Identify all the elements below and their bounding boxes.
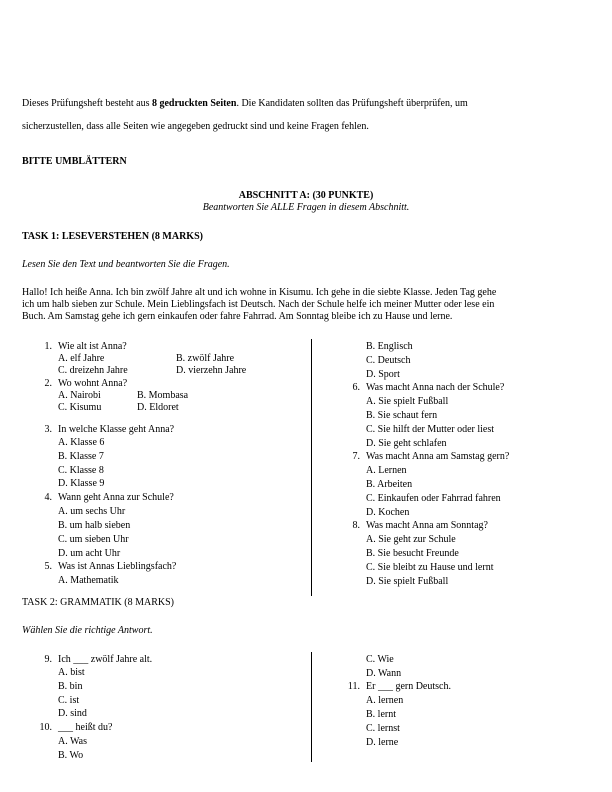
option[interactable]: A. Was: [58, 736, 88, 747]
turn-over-note: BITTE UMBLÄTTERN: [22, 156, 127, 167]
option[interactable]: C. Sie bleibt zu Hause und lernt: [366, 562, 494, 573]
option[interactable]: C. Deutsch: [366, 355, 411, 366]
intro-line2: sicherzustellen, dass alle Seiten wie angegeben gedruckt sind und keine Fragen fehlen.: [22, 121, 369, 132]
option[interactable]: B. Wo: [58, 750, 84, 761]
option[interactable]: D. Klasse 9: [58, 478, 105, 489]
option[interactable]: C. Klasse 8: [58, 465, 104, 476]
option[interactable]: A. Lernen: [366, 465, 407, 476]
option[interactable]: C. lernst: [366, 723, 400, 734]
option[interactable]: D. Sport: [366, 369, 400, 380]
task2-instruction: Wählen Sie die richtige Antwort.: [22, 625, 153, 636]
option[interactable]: D. Eldoret: [137, 402, 179, 413]
option[interactable]: A. Sie spielt Fußball: [366, 396, 449, 407]
question-2: 2. Wo wohnt Anna?: [44, 378, 128, 389]
option[interactable]: C. Einkaufen oder Fahrrad fahren: [366, 493, 501, 504]
question-3: 3. In welche Klasse geht Anna?: [44, 424, 175, 435]
option[interactable]: B. Englisch: [366, 341, 413, 352]
option[interactable]: C. ist: [58, 695, 80, 706]
option[interactable]: D. Sie geht schlafen: [366, 438, 447, 449]
passage-line: Hallo! Ich heiße Anna. Ich bin zwölf Jahre alt und ich wohne in Kisumu. Ich gehe in die siebte Klasse. Jeden Tag gehe: [22, 287, 497, 298]
task1-instruction: Lesen Sie den Text und beantworten Sie die Fragen.: [22, 259, 230, 270]
option[interactable]: D. sind: [58, 708, 87, 719]
option[interactable]: D. Kochen: [366, 507, 410, 518]
option[interactable]: C. um sieben Uhr: [58, 534, 129, 545]
option[interactable]: C. Sie hilft der Mutter oder liest: [366, 424, 495, 435]
option[interactable]: B. Sie besucht Freunde: [366, 548, 459, 559]
question-6: 6. Was macht Anna nach der Schule?: [352, 382, 505, 393]
intro-text-after: . Die Kandidaten sollten das Prüfungsheft überprüfen, um: [236, 98, 468, 109]
option[interactable]: A. um sechs Uhr: [58, 506, 126, 517]
option[interactable]: A. Klasse 6: [58, 437, 105, 448]
option[interactable]: B. Mombasa: [137, 390, 189, 401]
option[interactable]: A. Mathematik: [58, 575, 119, 586]
question-10: 10. ___ heißt du?: [39, 722, 113, 733]
section-instruction: Beantworten Sie ALLE Fragen in diesem Abschnitt.: [202, 202, 410, 213]
option[interactable]: A. lernen: [366, 695, 404, 706]
intro-paragraph: [22, 98, 592, 110]
option[interactable]: D. lerne: [366, 737, 399, 748]
option[interactable]: D. Sie spielt Fußball: [366, 576, 449, 587]
option[interactable]: C. Wie: [366, 654, 394, 665]
question-4: 4. Wann geht Anna zur Schule?: [44, 492, 174, 503]
option[interactable]: A. Sie geht zur Schule: [366, 534, 456, 545]
option[interactable]: C. dreizehn Jahre: [58, 365, 128, 376]
option[interactable]: A. elf Jahre: [58, 353, 105, 364]
question-11: 11. Er ___ gern Deutsch.: [347, 681, 451, 692]
option[interactable]: B. Klasse 7: [58, 451, 104, 462]
option[interactable]: B. bin: [58, 681, 83, 692]
intro-bold: 8 gedruckten Seiten: [151, 98, 237, 109]
reading-passage: [22, 287, 602, 323]
column-divider: [311, 652, 312, 762]
column-divider: [311, 339, 312, 596]
passage-line: Buch. Am Samstag gehe ich gern einkaufen oder fahre Fahrrad. Am Sonntag bleibe ich zu Hause und lerne.: [22, 311, 453, 322]
option[interactable]: B. Arbeiten: [366, 479, 413, 490]
intro-text-before: Dieses Prüfungsheft besteht aus: [22, 98, 152, 109]
question-1: 1. Wie alt ist Anna?: [44, 341, 127, 352]
option[interactable]: D. um acht Uhr: [58, 548, 121, 559]
question-9: 9. Ich ___ zwölf Jahre alt.: [44, 654, 153, 665]
option[interactable]: B. um halb sieben: [58, 520, 131, 531]
task1-title: TASK 1: LESEVERSTEHEN (8 MARKS): [22, 231, 203, 242]
option[interactable]: A. bist: [58, 667, 85, 678]
task2-title: TASK 2: GRAMMATIK (8 MARKS): [22, 597, 174, 608]
option[interactable]: D. Wann: [366, 668, 402, 679]
question-7: 7. Was macht Anna am Samstag gern?: [352, 451, 510, 462]
option[interactable]: B. Sie schaut fern: [366, 410, 438, 421]
option[interactable]: B. lernt: [366, 709, 396, 720]
question-8: 8. Was macht Anna am Sonntag?: [352, 520, 488, 531]
passage-line: ich um halb sieben zur Schule. Mein Lieblingsfach ist Deutsch. Nach der Schule helfe ich meiner Mutter oder lese ein: [22, 299, 495, 310]
option[interactable]: C. Kisumu: [58, 402, 102, 413]
option[interactable]: D. vierzehn Jahre: [176, 365, 247, 376]
option[interactable]: B. zwölf Jahre: [176, 353, 235, 364]
section-title: ABSCHNITT A: (30 PUNKTE): [238, 190, 374, 201]
question-5: 5. Was ist Annas Lieblingsfach?: [44, 561, 177, 572]
option[interactable]: A. Nairobi: [58, 390, 101, 401]
